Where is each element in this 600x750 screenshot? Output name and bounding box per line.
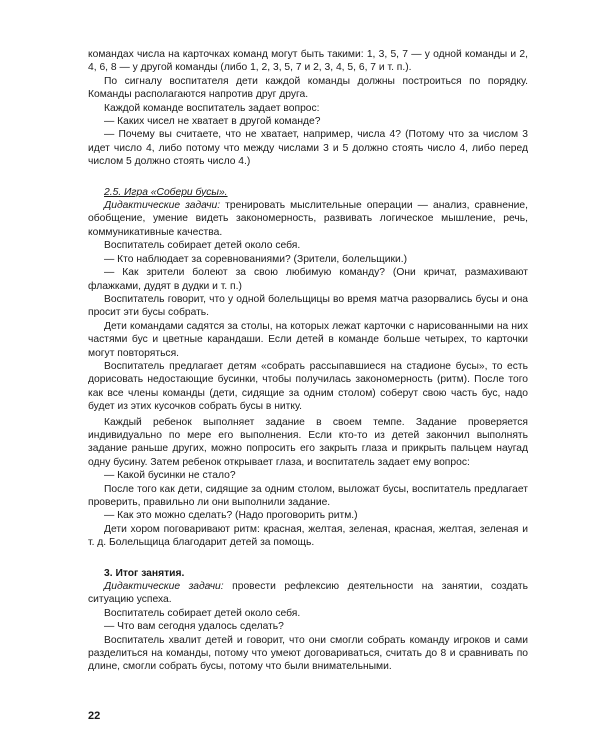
dialogue-line: — Как это можно сделать? (Надо проговорить ритм.)	[104, 510, 358, 522]
page-number: 22	[88, 710, 101, 722]
paragraph: Каждый ребенок выполняет задание в своем темпе. Задание проверяется индивидуально по мере его выполнения. Если кто-то из детей закончил выполнять задание раньше других, можно попросить его закрыть глаза и прикрыть пальцем наугад одну бусину. Затем ребенок открывает глаза, и воспитатель задает ему вопрос:	[88, 416, 528, 468]
paragraph: Дети хором поговаривают ритм: красная, желтая, зеленая, красная, желтая, зеленая и т. д. Болельщица благодарит детей за помощь.	[88, 523, 528, 549]
paragraph: Каждой команде воспитатель задает вопрос:	[104, 102, 320, 114]
paragraph: По сигналу воспитателя дети каждой команды должны построиться по порядку. Команды располагаются напротив друг друга.	[88, 75, 528, 101]
dialogue-line: — Почему вы считаете, что не хватает, например, числа 4? (Потому что за числом 3 идет число 4, либо потому что между числами 3 и 5 должно стоять число 4, либо перед числом 5 должно стоять число 4.)	[88, 129, 528, 168]
dialogue-line: — Какой бусинки не стало?	[104, 470, 236, 482]
paragraph: Воспитатель хвалит детей и говорит, что они смогли собрать команду игроков и сами разделиться на команды, потому что умеют договариваться, считать до 8 и сравнивать по длине, смогли собрать бусы, потому что были внимательными.	[88, 634, 528, 673]
dialogue-line: — Как зрители болеют за свою любимую команду? (Они кричат, размахивают флажками, дудят в дудки и т. п.)	[88, 267, 528, 292]
paragraph: Дети командами садятся за столы, на которых лежат карточки с нарисованными на них частями бус и цветные карандаши. Если детей в команде больше четырех, то карточки могут повторяться.	[88, 320, 528, 359]
paragraph: Воспитатель собирает детей около себя.	[104, 607, 301, 619]
paragraph: После того как дети, сидящие за одним столом, выложат бусы, воспитатель предлагает проверить, правильно ли они выполнили задание.	[88, 483, 528, 508]
paragraph-didactic	[88, 199, 528, 239]
didactic-text: провести рефлексию деятельности на занятии, создать ситуацию успеха.	[88, 581, 528, 606]
paragraph-didactic	[88, 580, 528, 607]
section-heading: 3. Итог занятия.	[104, 567, 185, 579]
dialogue-line: — Кто наблюдает за соревнованиями? (Зрители, болельщики.)	[104, 253, 408, 265]
dialogue-line: — Каких чисел не хватает в другой команде?	[104, 116, 321, 128]
dialogue-line: — Что вам сегодня удалось сделать?	[104, 621, 284, 633]
paragraph-continued: командах числа на карточках команд могут быть такими: 1, 3, 5, 7 — у одной команды и 2, 4, 6, 8 — у другой команды (либо 1, 2, 3, 5, 7 и 2, 3, 4, 5, 6, 7 и т. п.).	[88, 49, 528, 74]
didactic-label: Дидактические задачи:	[104, 200, 221, 212]
paragraph: Воспитатель собирает детей около себя.	[104, 240, 301, 252]
paragraph: Воспитатель предлагает детям «собрать рассыпавшиеся на стадионе бусы», то есть дорисовать недостающие бусинки, чтобы получилась закономерность (ритм). После того как все члены команды (дети, сидящие за одним столом) соберут свою часть бус, надо будет из этих кусочков собрать бусы в нитку.	[88, 360, 528, 413]
didactic-label: Дидактические задачи:	[104, 581, 224, 593]
paragraph: Воспитатель говорит, что у одной болельщицы во время матча разорвались бусы и она просит эти бусы собрать.	[88, 293, 528, 319]
didactic-text: тренировать мыслительные операции — анализ, сравнение, обобщение, умение видеть закономерность, развивать логическое мышление, речь, коммуникативные качества.	[88, 200, 528, 238]
section-title: 2.5. Игра «Собери бусы».	[104, 186, 228, 198]
